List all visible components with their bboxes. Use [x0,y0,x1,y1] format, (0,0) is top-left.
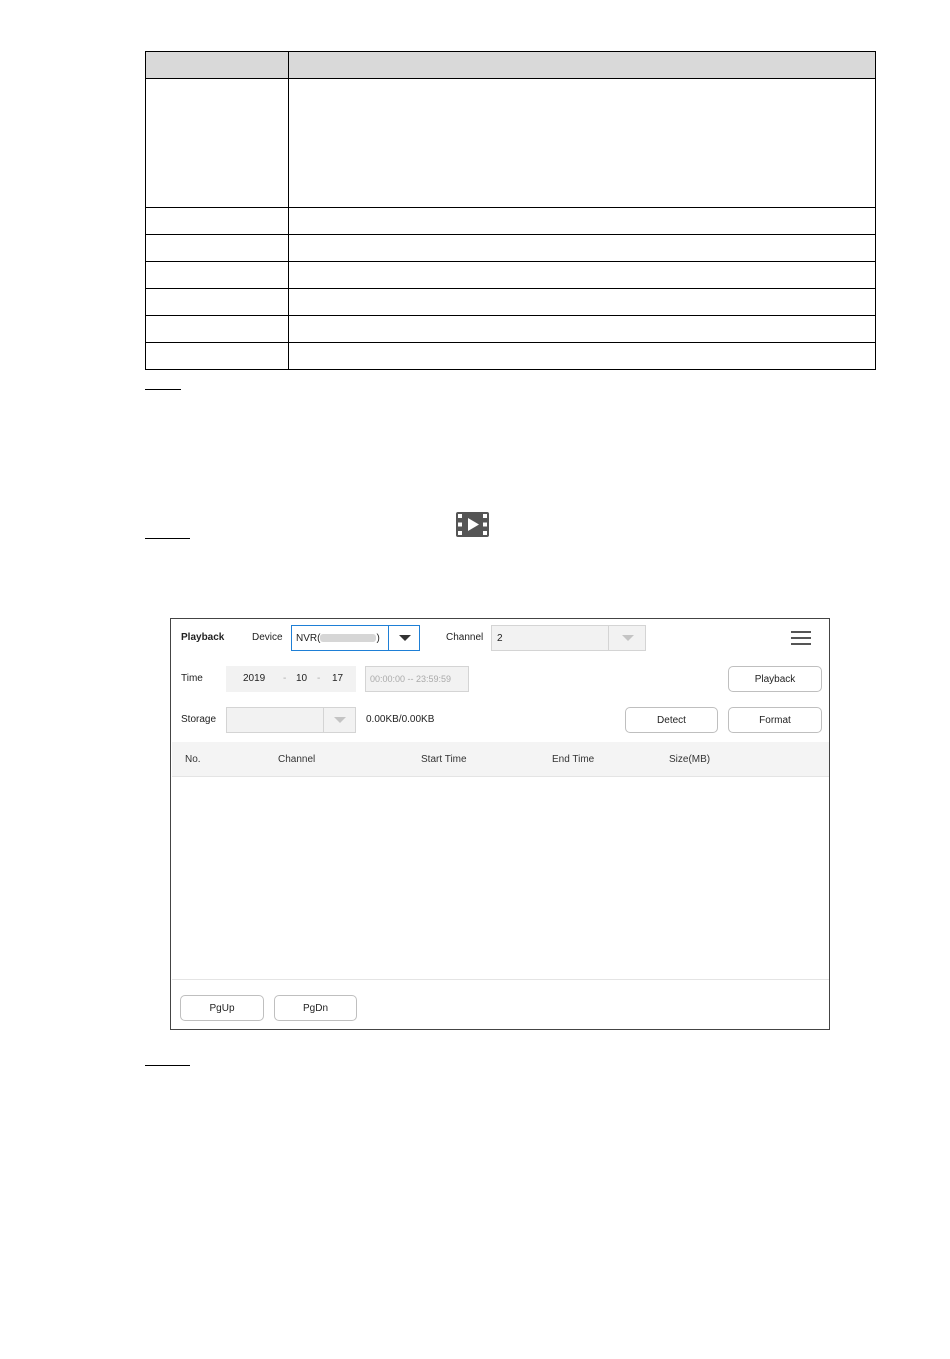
table-row [146,235,876,262]
step-marker [145,389,181,390]
date-year[interactable]: 2019 [243,673,266,684]
device-select-value: NVR( ) [296,633,380,644]
date-separator: - [317,673,321,684]
playback-panel [170,618,830,1030]
table-row [146,289,876,316]
panel-title: Playback [181,632,225,643]
page-up-button[interactable]: PgUp [180,995,264,1021]
hamburger-menu-icon[interactable] [791,630,811,646]
column-header-no: No. [185,754,201,765]
chevron-down-icon [399,635,411,642]
column-header-end-time: End Time [552,754,595,765]
channel-select-value: 2 [497,633,503,644]
page-down-button[interactable]: PgDn [274,995,357,1021]
time-label: Time [181,673,203,684]
table-row [146,262,876,289]
storage-select[interactable] [226,707,356,733]
parameter-table [145,51,876,370]
date-picker[interactable] [226,666,356,692]
detect-button[interactable]: Detect [625,707,718,733]
record-table-header [172,742,829,777]
playback-button[interactable]: Playback [728,666,822,692]
channel-select[interactable] [491,625,646,651]
column-header-channel: Channel [278,754,316,765]
storage-label: Storage [181,714,217,725]
table-row [146,316,876,343]
device-label: Device [252,632,283,643]
header-cell-parameter [146,52,289,79]
table-row [146,208,876,235]
channel-label: Channel [446,632,484,643]
table-row [146,79,876,208]
device-select[interactable] [291,625,420,651]
column-header-size: Size(MB) [669,754,711,765]
channel-dropdown-toggle[interactable] [608,626,646,650]
date-day[interactable]: 17 [332,673,344,684]
header-cell-description [289,52,876,79]
time-range-field[interactable] [365,666,469,692]
film-play-icon [456,512,489,537]
chevron-down-icon [622,635,634,642]
time-range-value: 00:00:00 -- 23:59:59 [370,674,452,684]
date-month[interactable]: 10 [296,673,308,684]
format-button[interactable]: Format [728,707,822,733]
storage-capacity: 0.00KB/0.00KB [366,714,435,725]
device-dropdown-toggle[interactable] [388,626,420,650]
divider [172,979,829,980]
table-row [146,343,876,370]
blurred-ip [320,634,376,642]
column-header-start-time: Start Time [421,754,467,765]
storage-dropdown-toggle[interactable] [323,708,356,732]
date-separator: - [283,673,287,684]
chevron-down-icon [334,717,346,724]
step-marker [145,538,190,539]
step-marker [145,1065,190,1066]
table-header-row [146,52,876,79]
